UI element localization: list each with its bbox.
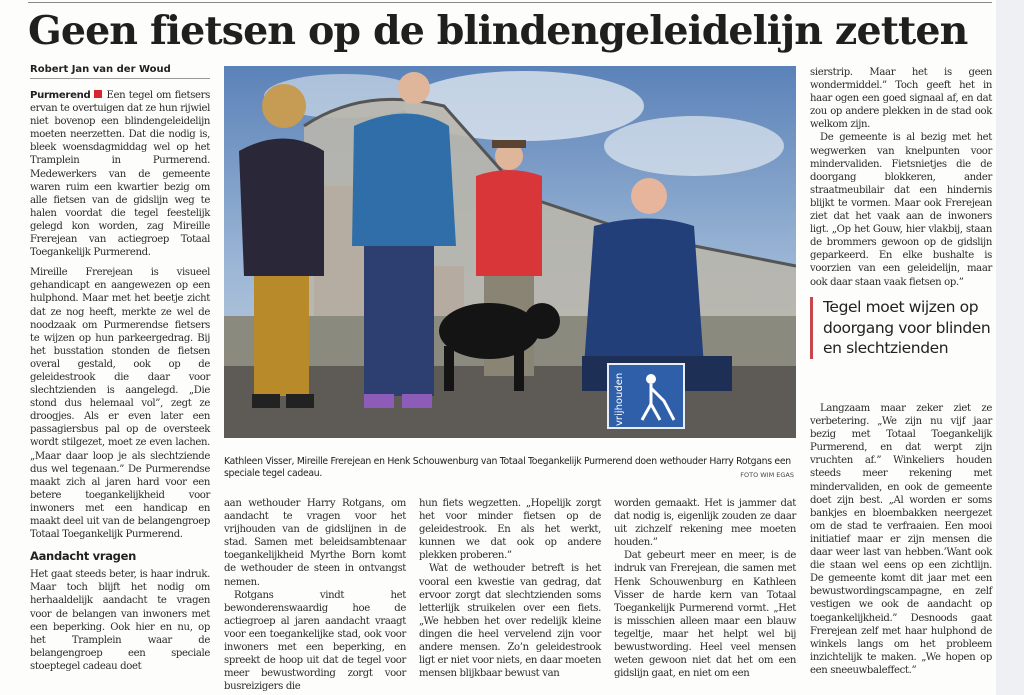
paragraph: worden gemaakt. Het is jammer dat dat nodig is, eigenlijk zouden ze daar uit zichzelf rekening mee moeten houden.” [614, 498, 796, 549]
paragraph: Langzaam maar zeker ziet ze verbetering. „We zijn nu vijf jaar bezig met Totaal Toegankelijk Purmerend, en dat werpt zijn vruchten af.” Winkeliers houden steeds meer rekening met mindervaliden, en ook de gemeente doet zijn best. „Al worden er soms bankjes en bloembakken neergezet om de stad te verfraaien. Een mooi initiatief maar er zijn mensen die daar weer last van hebben.’Want ook die staan wel eens op een zichtlijn. De gemeente komt dit jaar met een bewustwordingscampagne, en zelf vestigen we ook de aandacht op toegankelijkheid.” Desnoods gaat Frerejean zelf met haar hulphond de winkels langs om het probleem inzichtelijk te maken. „We hopen op een sneeuwbaleffect.” [810, 403, 992, 676]
paragraph: Rotgans vindt het bewonderenswaardig hoe de actiegroep al jaren aandacht vraagt voor een toegankelijke stad, ook voor inwoners met een beperking, en spreekt de hoop uit dat de tegel voor meer bewustwording zorgt voor busreizigers die [224, 589, 406, 693]
paragraph: Wat de wethouder betreft is het vooral een kwestie van gedrag, dat ervoor zorgt dat slechtzienden soms letterlijk struikelen over een fiets. „We hebben het over redelijk kleine dingen die heel vervelend zijn voor andere mensen. Zo’n geleidestrook ligt er niet voor niets, en daar moeten mensen blijkbaar bewust van [419, 563, 601, 680]
red-square-icon [94, 90, 102, 98]
paragraph: hun fiets wegzetten. „Hopelijk zorgt het voor minder fietsen op de geleidestrook. En als het werkt, kunnen we dat ook op andere plekken proberen.” [419, 498, 601, 562]
paragraph: Mireille Frerejean is visueel gehandicapt en aangewezen op een hulphond. Maar met het beetje zicht dat ze nog heeft, merkte ze wel de noodzaak om Purmerendse fietsers te wijzen op hun parkeergedrag. Bij het busstation stonden de fietsen overal gestald, ook op de geleidestrook die daar voor slechtzienden is aangelegd. „Die stond dus helemaal vol”, zegt ze droogjes. Als er even later een passagiersbus pal op de oversteek wordt stilgezet, moet ze even lachen. „Maar daar loop je als slechtziende dus wel tegenaan.” De Purmerendse maakt zich al jaren hard voor een betere toegankelijkheid voor inwoners met een handicap en maakt deel uit van de belangengroep Totaal Toegankelijk Purmerend. [30, 267, 210, 541]
paragraph: Dat gebeurt meer en meer, is de indruk van Frerejean, die samen met Henk Schouwenburg en Kathleen Visser de harde kern van Totaal Toegankelijk Purmerend vormt. „Het is misschien alleen maar een blauw tegeltje, maar het helpt wel bij bewustwording. Heel veel mensen weten gewoon niet dat het om een gidslijn gaat, en niet om een [614, 550, 796, 680]
column-5-bottom [810, 402, 992, 677]
lead-paragraph [30, 89, 210, 259]
headline: Geen fietsen op de blindengeleidelijn zetten [28, 8, 968, 54]
article-photo [224, 66, 796, 438]
column-5-top [810, 66, 992, 289]
byline: Robert Jan van der Woud [30, 64, 210, 79]
photo-credit: FOTO WIM EGAS [740, 471, 794, 479]
paragraph: De gemeente is al bezig met het wegwerken van knelpunten voor mindervaliden. Fietsnietjes die de doorgang blokkeren, ander straatmeubilair dat een hindernis blijkt te vormen. Maar ook Frerejean ziet dat het vaak aan de inwoners ligt. „Op het Gouw, hier vlakbij, staan de brommers gewoon op de gidslijn geparkeerd. En elke bushalte is voorzien van een geleidelijn, maar ook daar staan vaak fietsen op.” [810, 132, 992, 288]
column-2 [224, 497, 406, 693]
top-rule [28, 2, 992, 3]
column-4 [614, 497, 796, 680]
paragraph: sierstrip. Maar het is geen wondermiddel.” Toch geeft het in haar ogen een goed signaal af, en dat zou op andere plekken in de stad ook welkom zijn. [810, 67, 992, 131]
pull-quote: Tegel moet wijzen op doorgang voor blinden en slechtzienden [810, 297, 1003, 359]
tile-text: vrijhouden [614, 372, 625, 426]
dateline: Purmerend [30, 90, 91, 101]
column-1 [30, 89, 210, 673]
cloud [604, 116, 784, 176]
lead-text: Een tegel om fietsers ervan te overtuigen dat ze hun rijwiel niet bovenop een blindengeleidelijn moeten neerzetten. Dat die nodig is, bleek woensdagmiddag wel op het Tramplein in Purmerend. Medewerkers van de gemeente waren ruim een kwartier bezig om alle fietsen van de gidslijn weg te halen voordat die tegel feestelijk gelegd kon worden, zag Mireille Frerejean van actiegroep Totaal Toegankelijk Purmerend. [30, 90, 210, 259]
photo-caption [224, 456, 794, 480]
caption-text: Kathleen Visser, Mireille Frerejean en Henk Schouwenburg van Totaal Toegankelijk Purmerend doen wethouder Harry Rotgans een speciale tegel cadeau. [224, 456, 791, 479]
subhead: Aandacht vragen [30, 549, 136, 564]
column-3 [419, 497, 601, 680]
paragraph: Het gaat steeds beter, is haar indruk. Maar toch blijft het nodig om herhaaldelijk aandacht te vragen voor de belangen van inwoners met een beperking. Ook hier en nu, op het Tramplein waar de belangengroep een speciale stoeptegel cadeau doet [30, 569, 210, 672]
paragraph: aan wethouder Harry Rotgans, om aandacht te vragen voor het vrijhouden van de gidslijnen in de stad. Samen met beleidsambtenaar toegankelijkheid Myrthe Born komt de wethouder de steen in ontvangst nemen. [224, 498, 406, 588]
